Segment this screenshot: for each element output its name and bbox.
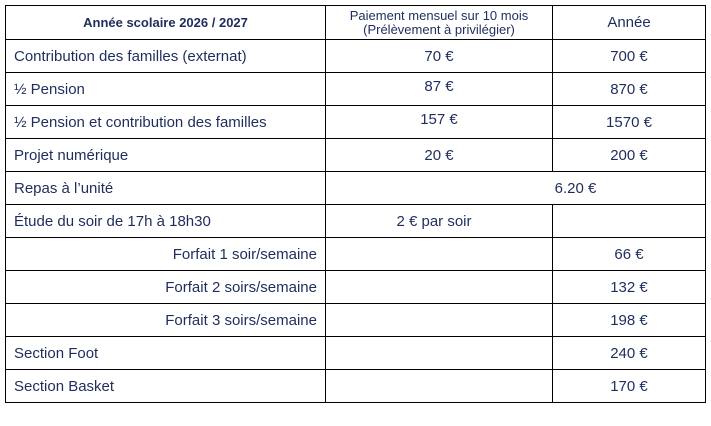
row-label: Section Basket xyxy=(6,370,326,403)
row-monthly xyxy=(326,205,553,238)
header-monthly-line1: Paiement mensuel sur 10 mois xyxy=(349,7,529,23)
table-row xyxy=(6,40,706,73)
table-row xyxy=(6,172,706,205)
row-monthly xyxy=(326,238,553,271)
row-year: 132 € xyxy=(553,271,706,304)
row-label: ½ Pension et contribution des familles xyxy=(6,106,326,139)
table-row xyxy=(6,271,706,304)
row-monthly xyxy=(326,370,553,403)
row-year: 240 € xyxy=(553,337,706,370)
row-label: Étude du soir de 17h à 18h30 xyxy=(6,205,326,238)
table-row xyxy=(6,238,706,271)
table-row xyxy=(6,139,706,172)
row-monthly xyxy=(326,304,553,337)
row-year: 198 € xyxy=(553,304,706,337)
header-monthly-payment xyxy=(326,6,553,40)
row-sub-label: Forfait 3 soirs/semaine xyxy=(6,304,326,337)
row-label: Contribution des familles (externat) xyxy=(6,40,326,73)
table-row xyxy=(6,73,706,106)
fees-table xyxy=(5,5,706,403)
table-row xyxy=(6,106,706,139)
row-monthly: 157 € xyxy=(326,106,553,139)
row-sub-label: Forfait 2 soirs/semaine xyxy=(6,271,326,304)
table-row xyxy=(6,304,706,337)
etude-price-text: 2 € par soir xyxy=(396,212,472,230)
header-monthly-line2: (Prélèvement à privilégier) xyxy=(363,21,515,37)
table-row xyxy=(6,337,706,370)
row-year: 200 € xyxy=(553,139,706,172)
row-monthly: 70 € xyxy=(326,40,553,73)
row-year xyxy=(553,205,706,238)
table-header-row xyxy=(6,6,706,40)
row-merged-value xyxy=(326,172,706,205)
row-year: 170 € xyxy=(553,370,706,403)
row-year: 700 € xyxy=(553,40,706,73)
row-label: Section Foot xyxy=(6,337,326,370)
fees-table-container xyxy=(5,5,706,403)
row-label: Repas à l’unité xyxy=(6,172,326,205)
header-year: Année xyxy=(553,6,706,40)
row-monthly: 20 € xyxy=(326,139,553,172)
row-label: ½ Pension xyxy=(6,73,326,106)
row-year: 66 € xyxy=(553,238,706,271)
row-label: Projet numérique xyxy=(6,139,326,172)
row-monthly: 87 € xyxy=(326,73,553,106)
header-school-year: Année scolaire 2026 / 2027 xyxy=(6,6,326,40)
row-monthly xyxy=(326,337,553,370)
table-row xyxy=(6,205,706,238)
merged-value-text: 6.20 € xyxy=(554,179,597,197)
table-row xyxy=(6,370,706,403)
row-year: 870 € xyxy=(553,73,706,106)
row-year: 1570 € xyxy=(553,106,706,139)
row-monthly xyxy=(326,271,553,304)
row-sub-label: Forfait 1 soir/semaine xyxy=(6,238,326,271)
